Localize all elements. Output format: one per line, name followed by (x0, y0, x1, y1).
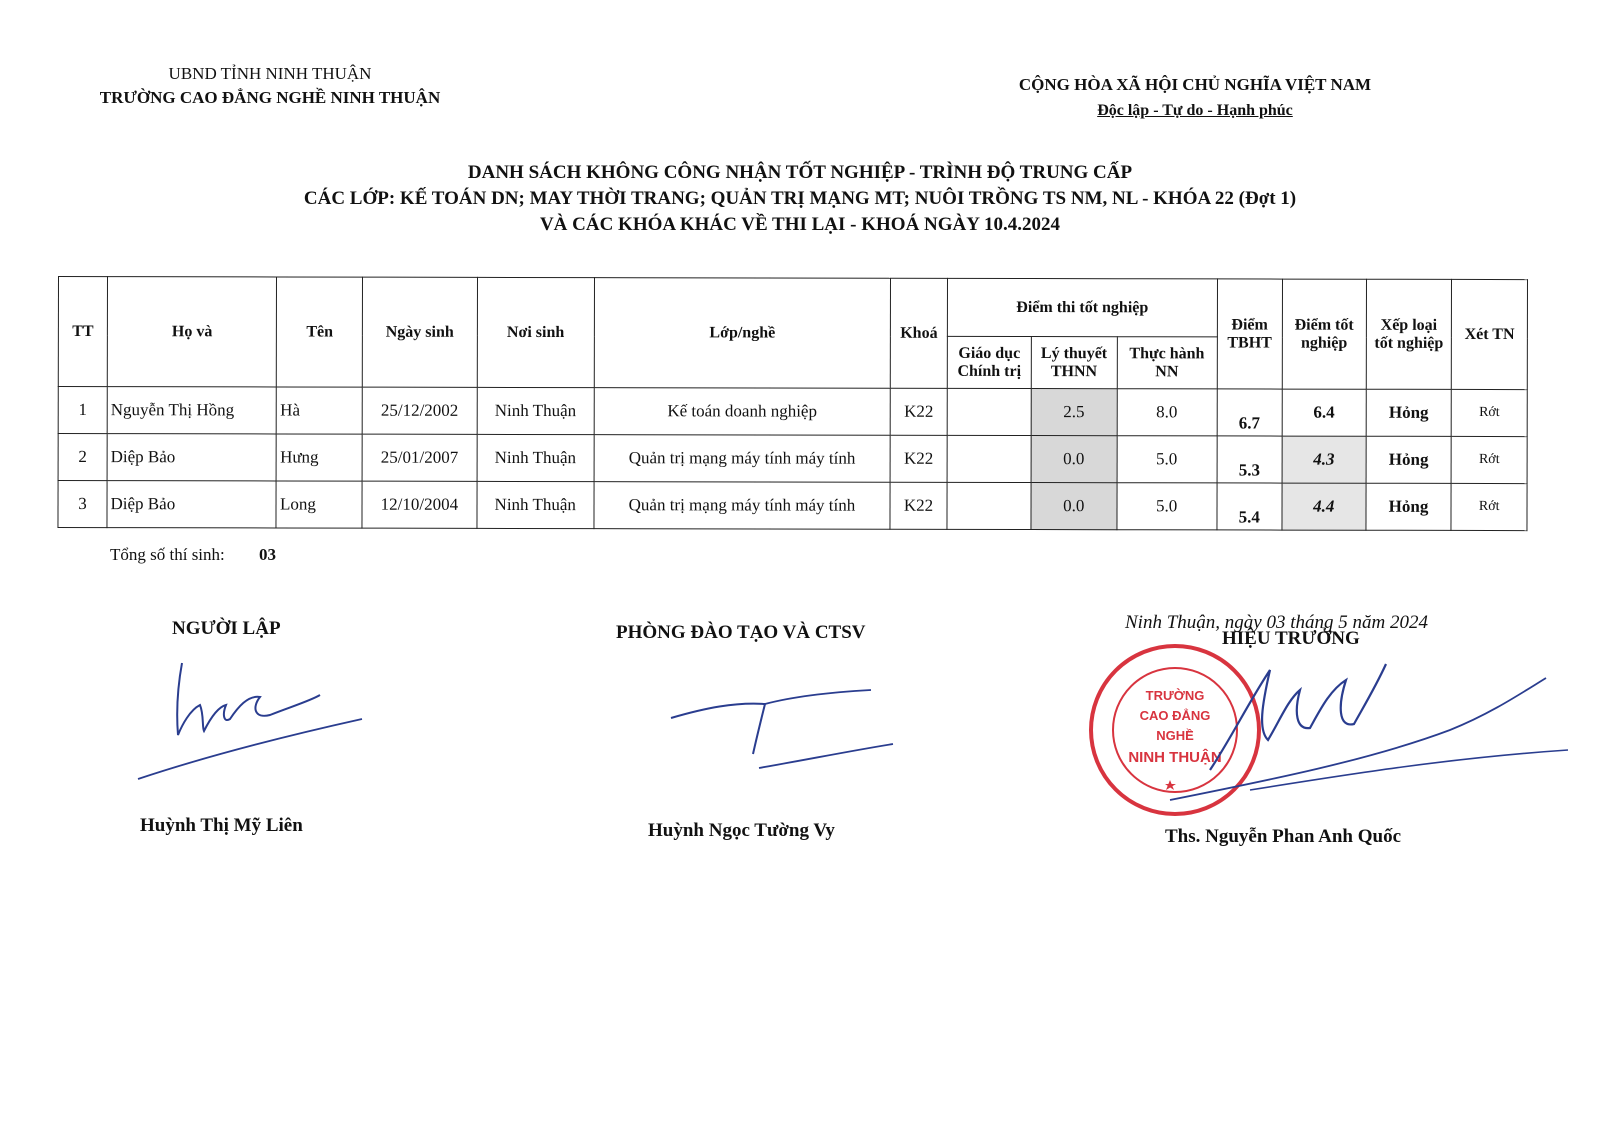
cell-ten: Hưng (277, 434, 363, 481)
header-tt: TT (58, 277, 107, 387)
cell-xep-loai: Hỏng (1366, 436, 1452, 483)
stamp-line-1: TRƯỜNG (1145, 688, 1205, 703)
cell-diem-tn: 4.3 (1282, 436, 1366, 483)
title-line-2: CÁC LỚP: KẾ TOÁN DN; MAY THỜI TRANG; QUẢN TRỊ MẠNG MT; NUÔI TRỒNG TS NM, NL - KHÓA 22 (Đợt 1) (303, 188, 1297, 209)
header-noi-sinh: Nơi sinh (477, 277, 595, 387)
cell-ngay-sinh: 25/12/2002 (362, 387, 476, 434)
header-diem-tn: Điểm tốt nghiệp (1282, 279, 1366, 389)
header-thuc-hanh: Thực hành NN (1117, 337, 1217, 389)
cell-lop-nghe: Kế toán doanh nghiệp (594, 388, 890, 436)
results-table (57, 276, 1528, 531)
title-line-1: DANH SÁCH KHÔNG CÔNG NHẬN TỐT NGHIỆP - TRÌNH ĐỘ TRUNG CẤP (467, 162, 1133, 183)
cell-giao-duc (947, 482, 1031, 529)
stamp-line-2: CAO ĐẲNG (1139, 708, 1211, 723)
table-row (58, 481, 1527, 531)
nation-line-1: CỘNG HÒA XÃ HỘI CHỦ NGHĨA VIỆT NAM (1018, 75, 1372, 94)
cell-noi-sinh: Ninh Thuận (477, 387, 594, 434)
cell-diem-tn: 4.4 (1282, 483, 1366, 530)
table-row (58, 387, 1527, 437)
table-row (58, 434, 1527, 484)
cell-khoa: K22 (890, 388, 947, 435)
cell-ho-va: Nguyễn Thị Hồng (107, 387, 277, 434)
left-handwritten-signature (130, 655, 370, 785)
candidate-total (110, 545, 276, 565)
cell-tt: 2 (58, 434, 107, 481)
cell-xet-tn: Rớt (1452, 389, 1528, 436)
national-header (985, 72, 1405, 124)
header-ho-va: Họ và (107, 277, 277, 387)
header-xet-tn: Xét TN (1452, 279, 1528, 389)
header-diem-tbht: Điểm TBHT (1217, 279, 1283, 389)
cell-thuc-hanh: 8.0 (1117, 389, 1217, 436)
middle-signature-title: PHÒNG ĐÀO TẠO VÀ CTSV (616, 622, 866, 643)
header-ten: Tên (277, 277, 363, 387)
stamp-line-3: NGHỀ (1156, 728, 1194, 743)
cell-tbht: 5.4 (1217, 483, 1282, 530)
cell-ly-thuyet: 0.0 (1031, 483, 1117, 530)
cell-giao-duc (947, 388, 1031, 435)
header-ly-thuyet: Lý thuyết THNN (1031, 337, 1117, 389)
total-value: 03 (259, 545, 277, 564)
cell-xep-loai: Hỏng (1366, 389, 1452, 436)
cell-tt: 3 (58, 481, 107, 528)
cell-ly-thuyet: 2.5 (1031, 389, 1117, 436)
cell-giao-duc (947, 435, 1031, 482)
header-ngay-sinh: Ngày sinh (362, 277, 477, 387)
org-line-2: TRƯỜNG CAO ĐẲNG NGHỀ NINH THUẬN (99, 88, 441, 107)
cell-xet-tn: Rớt (1451, 483, 1527, 530)
cell-ngay-sinh: 12/10/2004 (362, 481, 476, 528)
header-diem-thi: Điểm thi tốt nghiệp (947, 278, 1217, 337)
cell-lop-nghe: Quản trị mạng máy tính máy tính (594, 435, 890, 483)
right-handwritten-signature (1150, 650, 1570, 810)
right-signer-name: Ths. Nguyễn Phan Anh Quốc (1165, 826, 1401, 847)
cell-noi-sinh: Ninh Thuận (477, 481, 594, 528)
cell-noi-sinh: Ninh Thuận (477, 434, 594, 481)
cell-xet-tn: Rớt (1451, 436, 1527, 483)
cell-thuc-hanh: 5.0 (1117, 436, 1217, 483)
sign-date: Ninh Thuận, ngày 03 tháng 5 năm 2024 (1125, 612, 1428, 633)
left-signature-title: NGƯỜI LẬP (172, 618, 281, 639)
cell-diem-tn: 6.4 (1282, 389, 1366, 436)
middle-handwritten-signature (665, 680, 905, 780)
cell-khoa: K22 (890, 435, 947, 482)
header-giao-duc: Giáo dục Chính trị (947, 336, 1031, 388)
cell-tbht: 5.3 (1217, 436, 1282, 483)
cell-xep-loai: Hỏng (1366, 483, 1452, 530)
cell-ten: Hà (277, 387, 363, 434)
header-khoa: Khoá (890, 278, 947, 388)
stamp-line-4: NINH THUẬN (1128, 749, 1222, 766)
nation-motto: Độc lập - Tự do - Hạnh phúc (1097, 102, 1293, 119)
cell-ten: Long (276, 481, 362, 528)
cell-lop-nghe: Quản trị mạng máy tính máy tính (594, 482, 890, 530)
cell-ly-thuyet: 0.0 (1031, 436, 1117, 483)
cell-tt: 1 (58, 387, 107, 434)
cell-ho-va: Diệp Bảo (107, 434, 277, 481)
total-label: Tổng số thí sinh: (110, 545, 225, 564)
right-signature-title: HIỆU TRƯỞNG (1222, 628, 1360, 649)
left-signer-name: Huỳnh Thị Mỹ Liên (140, 815, 303, 836)
middle-signer-name: Huỳnh Ngọc Tường Vy (648, 820, 835, 841)
cell-thuc-hanh: 5.0 (1117, 483, 1217, 530)
header-lop-nghe: Lớp/nghề (594, 278, 890, 389)
org-line-1: UBND TỈNH NINH THUẬN (168, 64, 372, 83)
title-line-3: VÀ CÁC KHÓA KHÁC VỀ THI LẠI - KHOÁ NGÀY 10.4.2024 (539, 214, 1061, 235)
cell-tbht: 6.7 (1217, 389, 1282, 436)
cell-ho-va: Diệp Bảo (107, 481, 277, 528)
header-xep-loai: Xếp loại tốt nghiệp (1366, 279, 1452, 389)
organization-header (80, 62, 460, 110)
document-title (150, 160, 1450, 238)
cell-khoa: K22 (890, 482, 947, 529)
cell-ngay-sinh: 25/01/2007 (362, 434, 476, 481)
